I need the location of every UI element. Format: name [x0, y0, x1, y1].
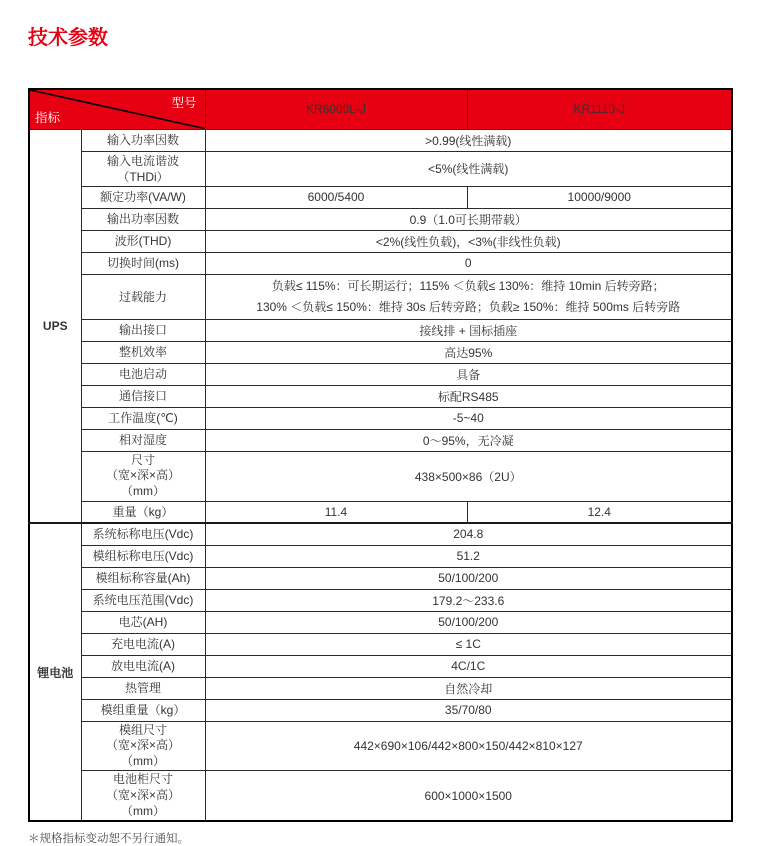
corner-label-indicator: 指标 — [35, 110, 61, 125]
row-label: 模组重量（kg） — [81, 699, 205, 721]
row-value: 204.8 — [205, 523, 732, 545]
row-value: 438×500×86（2U） — [205, 451, 732, 501]
row-label: 输出接口 — [81, 319, 205, 341]
row-value: 4C/1C — [205, 655, 732, 677]
row-label — [81, 771, 205, 821]
row-value: 50/100/200 — [205, 611, 732, 633]
table-row — [29, 589, 732, 611]
row-label: 输出功率因数 — [81, 208, 205, 230]
row-value: 179.2～233.6 — [205, 589, 732, 611]
table-row — [29, 545, 732, 567]
row-label: 模组标称容量(Ah) — [81, 567, 205, 589]
row-label: 重量（kg） — [81, 501, 205, 523]
row-value: >0.99(线性满载) — [205, 129, 732, 151]
table-row — [29, 151, 732, 186]
row-value-line: 130% ＜负载≤ 150%：维持 30s 后转旁路；负载≥ 150%：维持 500ms 后转旁路 — [256, 299, 681, 314]
row-label — [81, 721, 205, 771]
row-label: 工作温度(℃) — [81, 407, 205, 429]
row-value-line: 负载≤ 115%：可长期运行；115% ＜负载≤ 130%：维持 10min 后转旁路； — [271, 278, 665, 293]
table-row — [29, 655, 732, 677]
table-row — [29, 319, 732, 341]
row-label: 电芯(AH) — [81, 611, 205, 633]
table-row — [29, 385, 732, 407]
row-value: -5~40 — [205, 407, 732, 429]
row-value: 600×1000×1500 — [205, 771, 732, 821]
corner-header-cell — [29, 89, 205, 129]
table-row — [29, 771, 732, 821]
row-label: 电池启动 — [81, 363, 205, 385]
row-label: 额定功率(VA/W) — [81, 186, 205, 208]
table-row — [29, 230, 732, 252]
row-label: 输入功率因数 — [81, 129, 205, 151]
row-label: 系统标称电压(Vdc) — [81, 523, 205, 545]
corner-label-model: 型号 — [171, 96, 197, 110]
row-value: 0.9（1.0可长期带载） — [205, 208, 732, 230]
row-label-line: （宽×深×高） （mm） — [105, 468, 181, 499]
table-row — [29, 341, 732, 363]
row-label: 过载能力 — [81, 274, 205, 319]
row-value: 具备 — [205, 363, 732, 385]
row-label-line: （宽×深×高） （mm） — [105, 738, 181, 768]
table-row — [29, 407, 732, 429]
table-row — [29, 721, 732, 771]
row-value: 10000/9000 — [467, 186, 732, 208]
row-value — [205, 274, 732, 319]
row-value: 51.2 — [205, 545, 732, 567]
group-label: UPS — [29, 129, 81, 523]
row-label: 切换时间(ms) — [81, 252, 205, 274]
row-value: 接线排 + 国标插座 — [205, 319, 732, 341]
spec-table — [28, 88, 733, 822]
model-header-2: KR1110-J — [467, 89, 732, 129]
row-value: 35/70/80 — [205, 699, 732, 721]
row-label: 系统电压范围(Vdc) — [81, 589, 205, 611]
row-label: 相对湿度 — [81, 429, 205, 451]
row-value: 0～95%，无冷凝 — [205, 429, 732, 451]
table-row — [29, 611, 732, 633]
row-label-line: 模组尺寸 — [118, 722, 167, 737]
spec-table-body — [29, 129, 732, 821]
table-row — [29, 186, 732, 208]
row-value: 6000/5400 — [205, 186, 467, 208]
row-value: ≤ 1C — [205, 633, 732, 655]
row-value: <5%(线性满载) — [205, 151, 732, 186]
page-title: 技术参数 — [28, 27, 108, 49]
row-label-line: 电池柜尺寸 — [112, 772, 173, 787]
table-row — [29, 363, 732, 385]
model-header-1: KR6000L-J — [205, 89, 467, 129]
row-label: 热管理 — [81, 677, 205, 699]
table-row — [29, 523, 732, 545]
table-row — [29, 274, 732, 319]
spec-table-header — [29, 89, 732, 129]
group-label: 锂电池 — [29, 523, 81, 821]
row-label-line: 尺寸 — [130, 452, 155, 467]
row-label — [81, 451, 205, 501]
row-label: 整机效率 — [81, 341, 205, 363]
row-label: 充电电流(A) — [81, 633, 205, 655]
row-value: 11.4 — [205, 501, 467, 523]
table-row — [29, 699, 732, 721]
table-row — [29, 451, 732, 501]
row-value: 标配RS485 — [205, 385, 732, 407]
table-row — [29, 129, 732, 151]
row-value: 0 — [205, 252, 732, 274]
row-label: 模组标称电压(Vdc) — [81, 545, 205, 567]
row-value: 高达95% — [205, 341, 732, 363]
table-row — [29, 633, 732, 655]
row-value: 自然冷却 — [205, 677, 732, 699]
table-row — [29, 567, 732, 589]
row-label: 输入电流谐波（THDi） — [81, 151, 205, 186]
row-label: 波形(THD) — [81, 230, 205, 252]
row-label: 放电电流(A) — [81, 655, 205, 677]
table-row — [29, 429, 732, 451]
table-row — [29, 501, 732, 523]
row-value: 12.4 — [467, 501, 732, 523]
row-value: 442×690×106/442×800×150/442×810×127 — [205, 721, 732, 771]
row-value: <2%(线性负载)，<3%(非线性负载) — [205, 230, 732, 252]
table-row — [29, 677, 732, 699]
footnote: ＊规格指标变动恕不另行通知。 — [28, 833, 189, 846]
header-row — [29, 89, 732, 129]
table-row — [29, 208, 732, 230]
table-row — [29, 252, 732, 274]
row-label-line: （宽×深×高） （mm） — [105, 788, 181, 818]
row-value: 50/100/200 — [205, 567, 732, 589]
row-label: 通信接口 — [81, 385, 205, 407]
